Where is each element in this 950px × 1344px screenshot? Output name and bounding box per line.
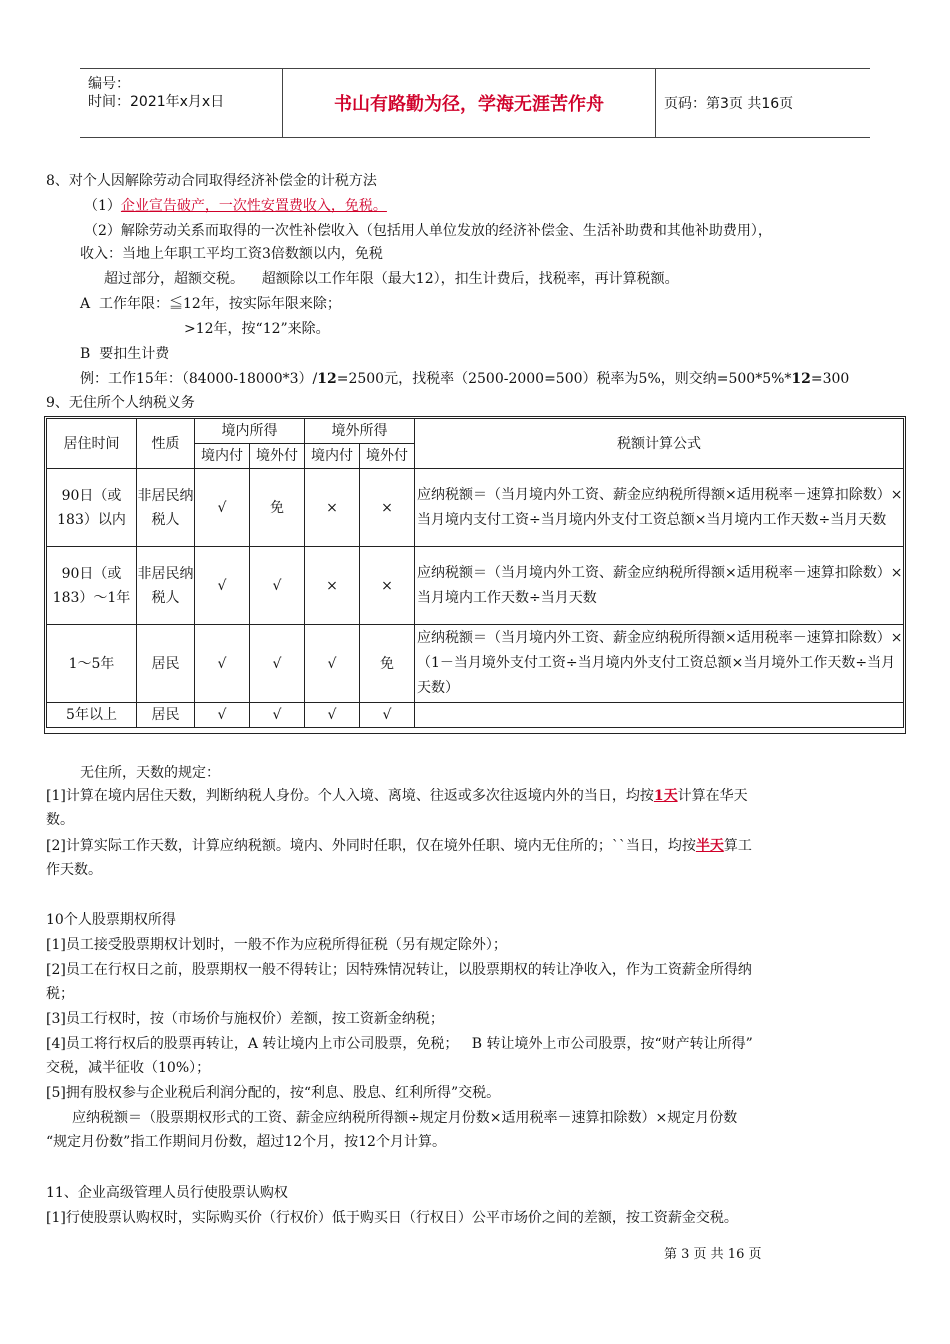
cell-formula: 应纳税额＝（当月境内外工资、薪金应纳税所得额×适用税率－速算扣除数）×（1－当月境外支付工资÷当月境内外支付工资总额×当月境外工作天数÷当月天数）	[415, 625, 904, 703]
footer-page: 第 3 页 共 16 页	[664, 1247, 762, 1262]
sec10-l3: [3]员工行权时，按（市场价与施权价）差额，按工资新金纳税；	[46, 1011, 444, 1027]
cell-value: √	[305, 625, 360, 703]
header-meta	[80, 69, 283, 137]
days-rule-2-highlight: 半天	[695, 838, 724, 854]
cell-value: √	[305, 703, 360, 728]
sec10-formula: 应纳税额＝（股票期权形式的工资、薪金应纳税所得额÷规定月份数×适用税率－速算扣除数）×规定月份数	[72, 1110, 738, 1126]
cell-value: ×	[305, 547, 360, 625]
cell-formula: 应纳税额＝（当月境内外工资、薪金应纳税所得额×适用税率－速算扣除数）×当月境内支付工资÷当月境内外支付工资总额×当月境内工作天数÷当月天数	[415, 469, 904, 547]
example-part-c: =2500元，找税率（2500-2000=500）税率为5%，则交纳=500*5%*	[336, 371, 792, 387]
header-motto-cell	[283, 69, 656, 137]
cell-formula	[415, 703, 904, 728]
sec10-title: 10个人股票期权所得	[46, 912, 176, 928]
example-part-b: 12	[317, 371, 337, 387]
table-row	[47, 703, 904, 728]
days-rule-1	[46, 786, 748, 806]
cell-time: 90日（或183）以内	[47, 469, 137, 547]
days-rule-1-cont: 数。	[46, 812, 74, 828]
sec8-p3: 超过部分，超额交税。 超额除以工作年限（最大12），扣生计费后，找税率，再计算税额。	[104, 271, 679, 287]
cell-value: ×	[360, 547, 415, 625]
th-formula: 税额计算公式	[415, 419, 904, 469]
cell-value: ×	[360, 469, 415, 547]
sec8-p2b: 收入：当地上年职工平均工资3倍数额以内，免税	[80, 246, 383, 262]
days-rule-2-cont: 作天数。	[46, 862, 102, 878]
table-row	[47, 625, 904, 703]
sec8-p4: A 工作年限：≦12年，按实际年限来除；	[80, 296, 341, 312]
days-rule-2-a: [2]计算实际工作天数，计算应纳税额。境内、外同时任职，仅在境外任职、境内无住所的；``当日，均按	[46, 838, 696, 854]
sec11-l1: [1]行使股票认购权时，实际购买价（行权价）低于购买日（行权日）公平市场价之间的差额，按工资薪金交税。	[46, 1210, 738, 1226]
table-header-row	[47, 419, 904, 444]
days-rule-2-b: 算工	[723, 838, 752, 854]
cell-value: √	[195, 625, 250, 703]
th-sub: 境外付	[360, 444, 415, 469]
example-part-e: =300	[810, 371, 850, 387]
cell-value: 免	[250, 469, 305, 547]
cell-time: 5年以上	[47, 703, 137, 728]
example-part-d: 12	[791, 371, 811, 387]
th-sub: 境外付	[250, 444, 305, 469]
cell-value: √	[250, 625, 305, 703]
header-page-cell	[656, 69, 870, 137]
number-label: 编号：	[88, 76, 130, 92]
sec8-p1	[84, 196, 387, 216]
sec8-example	[80, 369, 849, 389]
cell-value: √	[250, 547, 305, 625]
page-header	[80, 68, 870, 138]
cell-type: 居民	[137, 625, 195, 703]
page-label: 页码：第3页 共16页	[664, 96, 794, 112]
sec8-p5: >12年，按“12”来除。	[184, 321, 330, 337]
sec9-title: 9、无住所个人纳税义务	[46, 395, 195, 411]
cell-time: 90日（或183）～1年	[47, 547, 137, 625]
days-title: 无住所，天数的规定：	[80, 765, 220, 781]
sec11-title: 11、企业高级管理人员行使股票认购权	[46, 1185, 288, 1201]
cell-type: 非居民纳税人	[137, 547, 195, 625]
sec10-l2b: 税；	[46, 986, 74, 1002]
th-foreign: 境外所得	[305, 419, 415, 444]
table-row	[47, 547, 904, 625]
th-domestic: 境内所得	[195, 419, 305, 444]
cell-value: √	[250, 703, 305, 728]
sec10-l2: [2]员工在行权日之前，股票期权一般不得转让；因特殊情况转让，以股票期权的转让净收入，作为工资薪金所得纳	[46, 962, 752, 978]
cell-type: 非居民纳税人	[137, 469, 195, 547]
sec8-p1-prefix: （1）	[84, 198, 121, 214]
days-rule-1-highlight: 1天	[653, 788, 678, 804]
th-type: 性质	[137, 419, 195, 469]
sec10-l4b: 交税，减半征收（10%）；	[46, 1060, 211, 1076]
days-rule-2	[46, 836, 752, 856]
days-rule-1-b: 计算在华天	[677, 788, 748, 804]
cell-value: √	[360, 703, 415, 728]
cell-type: 居民	[137, 703, 195, 728]
th-time: 居住时间	[47, 419, 137, 469]
sec8-p6: B 要扣生计费	[80, 346, 170, 362]
date-label: 时间：2021年x月x日	[88, 94, 225, 110]
cell-time: 1～5年	[47, 625, 137, 703]
sec10-note: “规定月份数”指工作期间月份数，超过12个月，按12个月计算。	[46, 1134, 446, 1150]
th-sub: 境内付	[195, 444, 250, 469]
tax-table	[46, 418, 904, 728]
sec10-l1: [1]员工接受股票期权计划时，一般不作为应税所得征税（另有规定除外）；	[46, 937, 507, 953]
th-sub: 境内付	[305, 444, 360, 469]
cell-value: √	[195, 703, 250, 728]
cell-value: √	[195, 469, 250, 547]
sec8-p2: （2）解除劳动关系而取得的一次性补偿收入（包括用人单位发放的经济补偿金、生活补助费和其他补助费用），	[84, 223, 772, 239]
days-rule-1-a: [1]计算在境内居住天数，判断纳税人身份。个人入境、离境、往返或多次往返境内外的当日，均按	[46, 788, 654, 804]
sec10-l5: [5]拥有股权参与企业税后利润分配的，按“利息、股息、红利所得”交税。	[46, 1085, 501, 1101]
cell-value: √	[195, 547, 250, 625]
sec8-p1-highlight: 企业宣告破产，一次性安置费收入，免税。	[120, 198, 387, 214]
example-part-a: 例：工作15年：（84000-18000*3）/	[80, 371, 318, 387]
sec8-title: 8、对个人因解除劳动合同取得经济补偿金的计税方法	[46, 173, 377, 189]
sec10-l4: [4]员工将行权后的股票再转让，A 转让境内上市公司股票，免税； B 转让境外上市公司股票，按“财产转让所得”	[46, 1036, 753, 1052]
motto: 书山有路勤为径，学海无涯苦作舟	[334, 94, 604, 115]
table-row	[47, 469, 904, 547]
cell-formula: 应纳税额＝（当月境内外工资、薪金应纳税所得额×适用税率－速算扣除数）×当月境内工作天数÷当月天数	[415, 547, 904, 625]
cell-value: ×	[305, 469, 360, 547]
cell-value: 免	[360, 625, 415, 703]
